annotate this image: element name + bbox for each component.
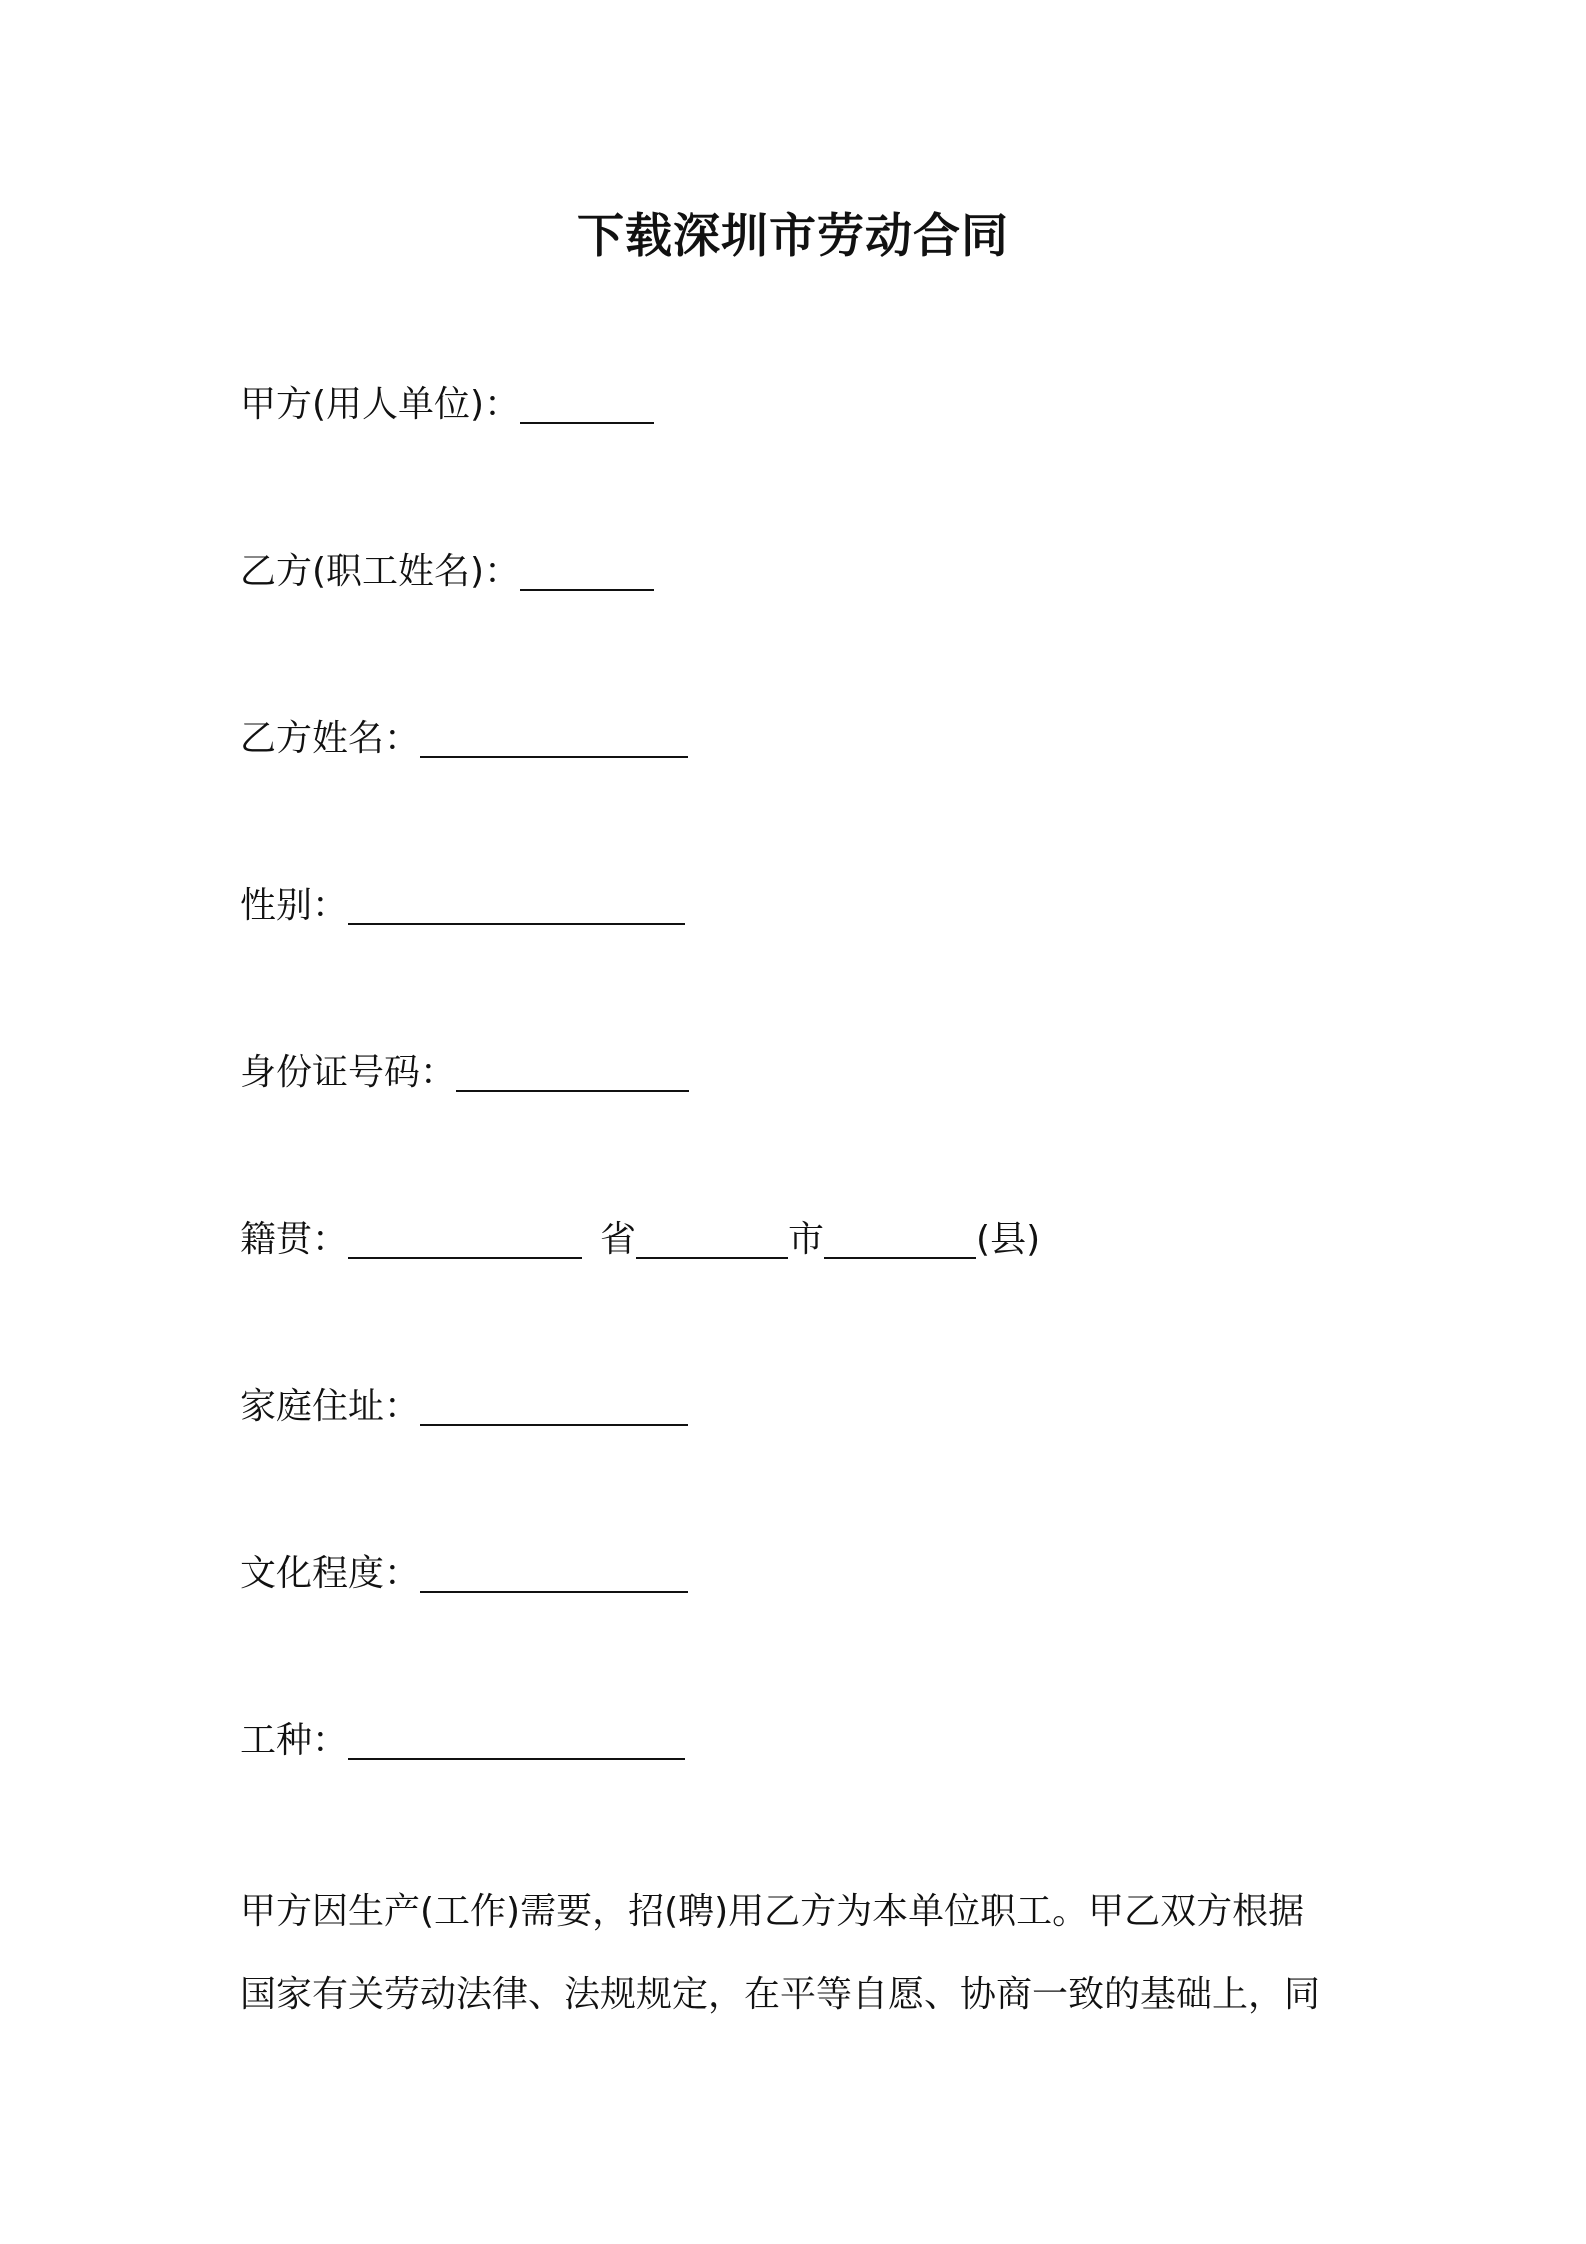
field-label: 家庭住址： <box>240 1386 421 1427</box>
blank-line[interactable] <box>348 887 685 925</box>
field-education <box>240 1549 688 1599</box>
paragraph-line: 甲方因生产(工作)需要，招(聘)用乙方为本单位职工。甲乙双方根据 <box>240 1891 1305 1932</box>
paragraph-line: 国家有关劳动法律、法规规定，在平等自愿、协商一致的基础上，同 <box>240 1974 1321 2015</box>
blank-line[interactable] <box>348 1221 582 1259</box>
field-party-a <box>240 380 654 430</box>
contract-preamble <box>240 1870 1360 2036</box>
field-name <box>240 714 688 764</box>
field-address <box>240 1382 688 1432</box>
county-label: (县) <box>976 1219 1041 1260</box>
city-label: 市 <box>788 1219 825 1260</box>
field-label: 乙方(职工姓名)： <box>240 551 521 592</box>
field-party-b <box>240 547 654 597</box>
field-label: 籍贯： <box>240 1219 349 1260</box>
blank-line[interactable] <box>348 1722 685 1760</box>
field-label: 身份证号码： <box>240 1052 457 1093</box>
blank-line[interactable] <box>520 553 654 591</box>
blank-line[interactable] <box>456 1054 689 1092</box>
field-label: 性别： <box>240 885 349 926</box>
province-label: 省 <box>600 1219 637 1260</box>
field-label: 文化程度： <box>240 1553 421 1594</box>
blank-line[interactable] <box>636 1221 788 1259</box>
document-title: 下载深圳市劳动合同 <box>577 209 1009 264</box>
field-native-place <box>240 1215 1040 1265</box>
blank-line[interactable] <box>420 1555 688 1593</box>
blank-line[interactable] <box>420 720 688 758</box>
blank-line[interactable] <box>824 1221 976 1259</box>
field-job-type <box>240 1716 685 1766</box>
field-id-number <box>240 1048 689 1098</box>
field-gender <box>240 881 685 931</box>
field-label: 乙方姓名： <box>240 718 421 759</box>
blank-line[interactable] <box>520 386 654 424</box>
field-label: 甲方(用人单位)： <box>240 384 521 425</box>
blank-line[interactable] <box>420 1388 688 1426</box>
field-label: 工种： <box>240 1720 349 1761</box>
